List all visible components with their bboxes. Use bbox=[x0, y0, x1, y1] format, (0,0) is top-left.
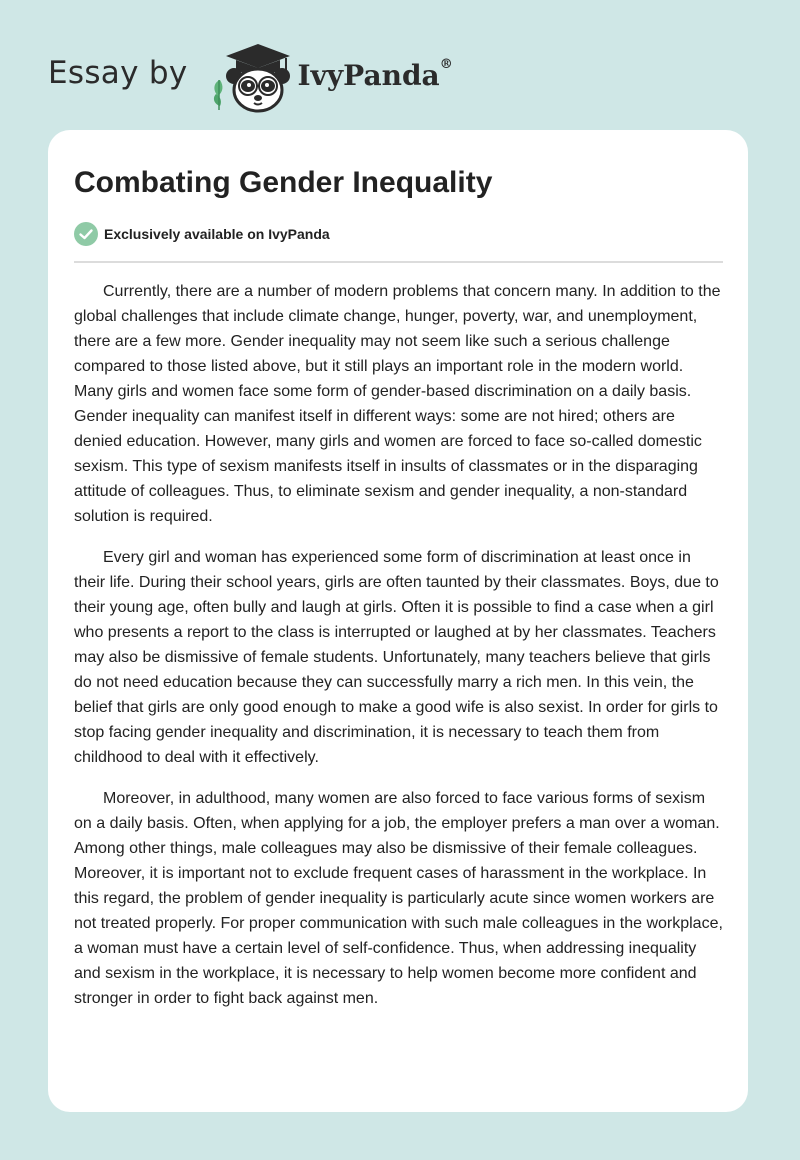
essay-card bbox=[48, 130, 748, 1112]
brand-name[interactable] bbox=[297, 56, 453, 92]
exclusive-badge-label: Exclusively available on IvyPanda bbox=[104, 226, 330, 242]
divider bbox=[74, 261, 723, 263]
panda-graduate-icon[interactable] bbox=[204, 38, 296, 114]
page-title: Combating Gender Inequality bbox=[74, 166, 493, 199]
essay-body bbox=[74, 279, 726, 1027]
essay-paragraph: Every girl and woman has experienced some form of discrimination at least once in their life. During their school years, girls are often taunted by their classmates. Boys, due to their young age, often bully and laugh at girls. Often it is possible to find a case when a girl who presents a report to the class is interrupted or laughed at by her classmates. Teachers may also be dismissive of female students. Unfortunately, many teachers believe that girls do not need education because they can successfully marry a rich men. In this vein, the belief that girls are only good enough to make a good wife is also sexist. In order for girls to stop facing gender inequality and discrimination, it is necessary to teach them from childhood to deal with it effectively. bbox=[74, 549, 719, 766]
essay-by-label: Essay by bbox=[48, 55, 188, 91]
essay-paragraph: Currently, there are a number of modern problems that concern many. In addition to the global challenges that include climate change, hunger, poverty, war, and unemployment, there are a few more. Gender inequality may not seem like such a serious challenge compared to those listed above, but it still plays an important role in the modern world. Many girls and women face some form of gender-based discrimination on a daily basis. Gender inequality can manifest itself in different ways: some are not hired; others are denied education. However, many girls and women are forced to face so-called domestic sexism. This type of sexism manifests itself in insults of classmates or in the disparaging attitude of colleagues. Thus, to eliminate sexism and gender inequality, a non-standard solution is required. bbox=[74, 283, 721, 525]
check-circle-icon bbox=[74, 222, 98, 246]
essay-paragraph: Moreover, in adulthood, many women are also forced to face various forms of sexism on a daily basis. Often, when applying for a job, the employer prefers a man over a woman. Among other things, male colleagues may also be dismissive of their female colleagues. Moreover, it is important not to exclude frequent cases of harassment in the workplace. In this regard, the problem of gender inequality is particularly acute since women workers are not treated properly. For proper communication with such male colleagues in the workplace, a woman must have a certain level of self-confidence. Thus, when addressing inequality and sexism in the workplace, it is necessary to help women become more confident and stronger in order to fight back against men. bbox=[74, 790, 723, 1007]
registered-mark: ® bbox=[439, 56, 453, 72]
site-header bbox=[48, 36, 453, 116]
exclusive-badge bbox=[74, 222, 330, 246]
brand-name-text[interactable]: IvyPanda bbox=[297, 58, 440, 92]
